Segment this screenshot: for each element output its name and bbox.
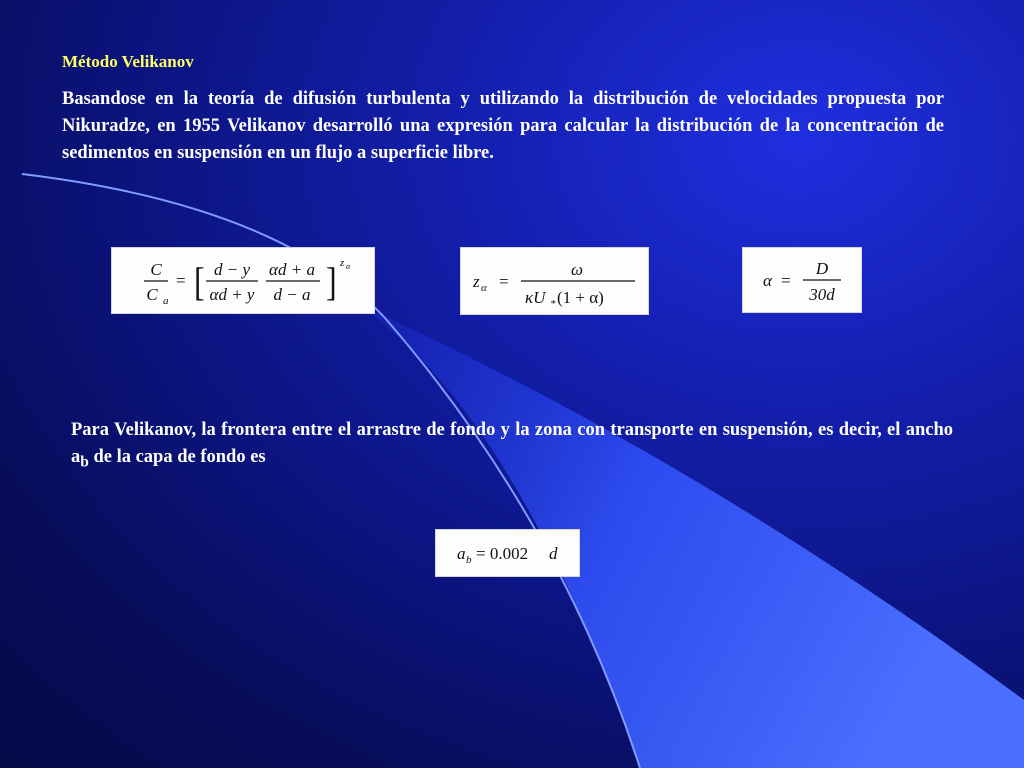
svg-text:]: ] xyxy=(326,259,337,304)
frontier-paragraph xyxy=(71,417,953,476)
exponent: z xyxy=(340,256,345,269)
alpha-denominator: 30d xyxy=(809,285,835,304)
exponent-sub: α xyxy=(346,261,351,271)
alpha-lhs: α xyxy=(763,271,772,290)
bed-rhs-var: d xyxy=(548,544,557,563)
frontier-subscript: b xyxy=(80,453,89,471)
svg-text:=: = xyxy=(176,270,186,290)
frontier-text-end: de la capa de fondo es xyxy=(88,447,266,467)
lhs-denominator-sub: a xyxy=(163,294,169,307)
z-den-sub: * xyxy=(549,298,555,310)
z-numerator: ω xyxy=(570,260,583,279)
z-den-a: κU xyxy=(524,288,545,307)
factor1-denominator: αd + y xyxy=(209,284,255,304)
z-den-b: (1 + α) xyxy=(556,288,604,307)
frontier-text: Para Velikanov, la frontera entre el arrastre de fondo y la zona con transporte en suspensión, es decir, el ancho a xyxy=(71,420,953,467)
z-lhs-sub: α xyxy=(480,282,487,294)
bed-rhs: = 0.002 xyxy=(475,544,528,563)
lhs-denominator: C xyxy=(146,284,158,304)
lhs-numerator: C xyxy=(150,259,162,279)
factor2-denominator: d − a xyxy=(273,284,311,304)
svg-text:[: [ xyxy=(194,259,205,304)
slide-title: Método Velikanov xyxy=(62,52,194,71)
factor1-numerator: d − y xyxy=(213,259,251,279)
bed-lhs-sub: b xyxy=(465,554,471,566)
z-lhs: z xyxy=(472,272,480,291)
svg-text:=: = xyxy=(498,272,509,291)
bed-lhs: a xyxy=(456,544,465,563)
z-alpha-formula xyxy=(460,247,649,315)
alpha-numerator: D xyxy=(815,259,829,278)
bed-width-formula xyxy=(435,529,580,577)
concentration-formula xyxy=(111,247,375,314)
svg-text:=: = xyxy=(781,271,791,290)
alpha-formula xyxy=(742,247,862,313)
factor2-numerator: αd + a xyxy=(269,259,315,279)
intro-paragraph: Basandose en la teoría de difusión turbulenta y utilizando la distribución de velocidades propuesta por Nikuradze, en 1955 Velikanov desarrolló una expresión para calcular la distribución de la concentración de sedimentos en suspensión en un flujo a superficie libre. xyxy=(62,89,944,163)
